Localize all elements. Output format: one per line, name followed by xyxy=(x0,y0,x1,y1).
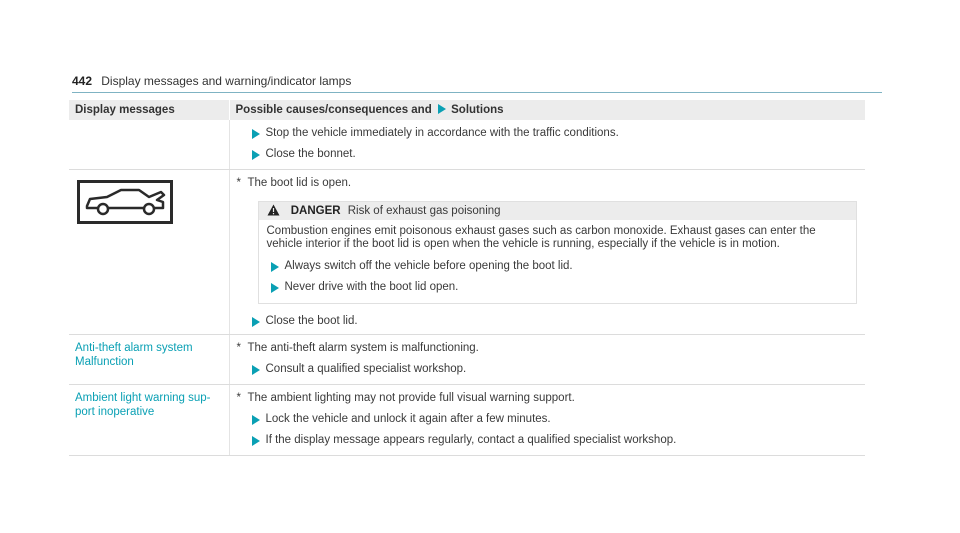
col-header-messages: Display messages xyxy=(69,100,229,120)
solution-step xyxy=(230,362,866,377)
message-cell xyxy=(69,335,229,385)
cause-star: * xyxy=(236,342,241,354)
step-text: Always switch off the vehicle before opening the boot lid. xyxy=(284,260,573,272)
table-row xyxy=(69,335,865,385)
message-cell xyxy=(69,385,229,456)
danger-header xyxy=(259,202,857,220)
solution-step xyxy=(230,433,866,448)
table-row xyxy=(69,170,865,335)
step-arrow-icon xyxy=(252,150,260,160)
danger-step xyxy=(267,280,849,295)
step-arrow-icon xyxy=(252,365,260,375)
table-row xyxy=(69,385,865,456)
danger-step xyxy=(267,259,849,274)
step-arrow-icon xyxy=(271,262,279,272)
solution-step xyxy=(230,412,866,427)
display-messages-table xyxy=(69,100,866,456)
cause-line xyxy=(230,391,866,406)
step-arrow-icon xyxy=(271,283,279,293)
step-arrow-icon xyxy=(252,129,260,139)
solution-cell xyxy=(229,120,865,170)
step-text: Close the bonnet. xyxy=(265,148,356,160)
solution-cell xyxy=(229,385,865,456)
table-row xyxy=(69,120,865,170)
step-arrow-icon xyxy=(252,317,260,327)
solution-step xyxy=(230,147,866,162)
cause-line xyxy=(230,176,866,191)
step-text: Stop the vehicle immediately in accordance with the traffic conditions. xyxy=(265,127,619,139)
cause-star: * xyxy=(236,392,241,404)
solution-arrow-icon xyxy=(438,104,446,114)
step-text: Consult a qualified specialist workshop. xyxy=(265,363,467,375)
table-header-row xyxy=(69,100,865,120)
solution-step xyxy=(230,314,866,329)
danger-label: DANGER xyxy=(290,205,341,217)
step-text: Close the boot lid. xyxy=(265,315,358,327)
col-header-causes-label: Possible causes/consequences and xyxy=(235,104,432,116)
col-header-solutions-label: Solutions xyxy=(451,104,504,116)
message-cell xyxy=(69,120,229,170)
message-cell xyxy=(69,170,229,335)
step-text: Never drive with the boot lid open. xyxy=(284,281,459,293)
page-title: Display messages and warning/indicator lamps xyxy=(101,74,352,88)
page-number: 442 xyxy=(72,74,93,88)
danger-title: Risk of exhaust gas poisoning xyxy=(347,205,501,217)
cause-text: The boot lid is open. xyxy=(247,177,352,189)
danger-text: Combustion engines emit poisonous exhaust gases such as carbon monoxide. Exhaust gases can enter the vehicle interior if the boot lid is open when the vehicle is running, especially if the vehicle is in motion. xyxy=(266,225,816,250)
cause-line xyxy=(230,341,866,356)
display-message-text: Anti-theft alarm system Malfunction xyxy=(75,342,193,368)
cause-text: The anti-theft alarm system is malfunctioning. xyxy=(247,342,479,354)
danger-body xyxy=(259,220,857,303)
step-text: If the display message appears regularly, contact a qualified specialist workshop. xyxy=(265,434,677,446)
solution-cell xyxy=(229,335,865,385)
display-message-text: Ambient light warning sup-port inoperative xyxy=(75,392,211,418)
solution-step xyxy=(230,126,866,141)
car-boot-open-icon xyxy=(77,180,173,224)
danger-notice xyxy=(258,201,858,304)
col-header-causes xyxy=(229,100,865,120)
solution-cell xyxy=(229,170,865,335)
step-arrow-icon xyxy=(252,415,260,425)
cause-star: * xyxy=(236,177,241,189)
page-header xyxy=(72,74,882,93)
step-arrow-icon xyxy=(252,436,260,446)
step-text: Lock the vehicle and unlock it again after a few minutes. xyxy=(265,413,551,425)
warning-triangle-icon xyxy=(267,204,280,216)
cause-text: The ambient lighting may not provide full visual warning support. xyxy=(247,392,575,404)
